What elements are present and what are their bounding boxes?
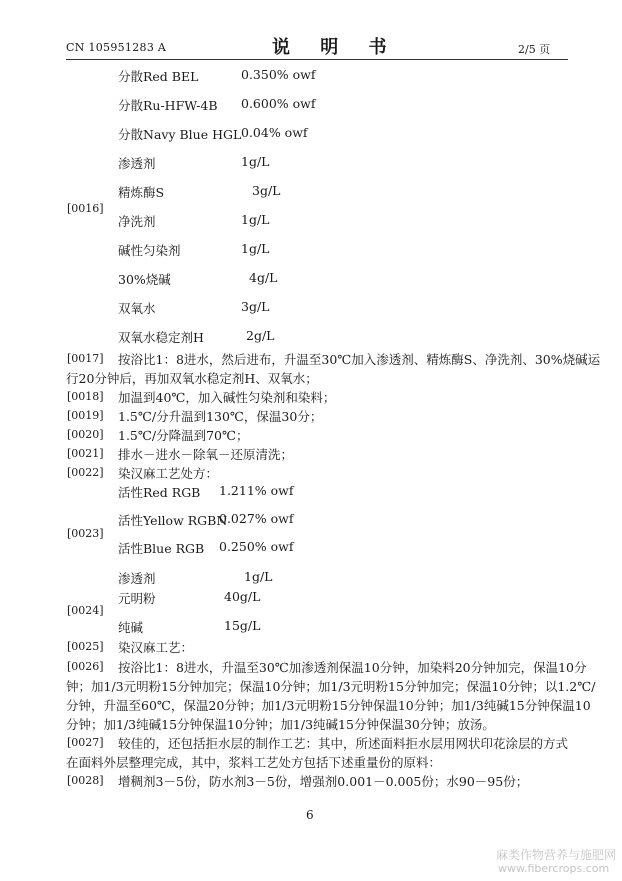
recipe2-item-name: 活性Yellow RGBN <box>118 513 228 528</box>
paragraph-text: 行20分钟后，再加双氧水稳定剂H、双氧水； <box>66 371 318 386</box>
page-indicator: 2/5 页 <box>518 43 551 56</box>
paragraph-number: [0023] <box>67 527 104 540</box>
recipe1-item-name: 30%烧碱 <box>118 272 171 287</box>
paragraph-number: [0017] <box>67 352 104 365</box>
recipe1-item-amount: 3g/L <box>241 299 270 314</box>
paragraph-text: 钟；加1/3元明粉15分钟加完；保温10分钟；加1/3元明粉15分钟加完；保温10分钟；以1.2℃/ <box>66 679 596 694</box>
watermark-text: 麻类作物营养与施肥网 <box>496 848 617 862</box>
recipe2-item-amount: 1.211% owf <box>219 483 294 498</box>
paragraph-text: 按浴比1：8进水，升温至30℃加渗透剂保温10分钟，加染料20分钟加完，保温10分 <box>118 660 587 675</box>
recipe2-item-amount: 40g/L <box>224 589 261 604</box>
paragraph-text: 增稠剂3－5份，防水剂3－5份，增强剂0.001－0.005份；水90－95份； <box>118 774 529 789</box>
recipe1-item-amount: 0.350% owf <box>241 67 316 82</box>
paragraph-number: [0021] <box>67 447 104 460</box>
recipe2-item-amount: 1g/L <box>244 569 273 584</box>
recipe1-item-amount: 1g/L <box>241 212 270 227</box>
paragraph-text: 排水－进水－除氧－还原清洗； <box>118 447 294 462</box>
paragraph-number: [0020] <box>67 428 104 441</box>
recipe1-item-name: 净洗剂 <box>118 214 156 229</box>
paragraph-number: [0022] <box>67 466 104 479</box>
paragraph-number: [0028] <box>67 774 104 787</box>
recipe1-item-amount: 4g/L <box>249 270 278 285</box>
paragraph-text: 较佳的，还包括拒水层的制作工艺：其中，所述面料拒水层用网状印花涂层的方式 <box>118 736 569 751</box>
paragraph-number: [0024] <box>67 604 104 617</box>
watermark-url: www.fibercrops.com <box>498 862 610 875</box>
document-title: 说 明 书 <box>272 37 399 58</box>
recipe2-item-name: 纯碱 <box>118 620 144 635</box>
paragraph-text: 1.5℃/分降温到70℃； <box>118 428 249 443</box>
recipe1-item-amount: 0.600% owf <box>241 96 316 111</box>
recipe2-item-name: 渗透剂 <box>118 571 156 586</box>
recipe1-item-name: 分散Red BEL <box>118 69 199 84</box>
paragraph-number: [0016] <box>67 202 104 215</box>
recipe1-item-amount: 0.04% owf <box>241 125 308 140</box>
paragraph-text: 染汉麻工艺： <box>118 640 194 655</box>
paragraph-text: 加温到40℃，加入碱性匀染剂和染料； <box>118 390 336 405</box>
paragraph-text: 按浴比1：8进水，然后进布，升温至30℃加入渗透剂、精炼酶S、净洗剂、30%烧碱运 <box>118 352 601 367</box>
paragraph-number: [0018] <box>67 390 104 403</box>
recipe1-item-name: 分散Ru-HFW-4B <box>118 98 218 113</box>
paragraph-number: [0019] <box>67 409 104 422</box>
paragraph-text: 分钟，升温至60℃，保温20分钟；加1/3元明粉15分钟保温10分钟；加1/3纯碱15分钟保温10 <box>66 698 591 713</box>
recipe2-item-amount: 15g/L <box>224 618 261 633</box>
recipe1-item-name: 双氧水稳定剂H <box>118 330 204 345</box>
recipe1-item-name: 精炼酶S <box>118 185 165 200</box>
paragraph-text: 分钟；加1/3纯碱15分钟保温10分钟；加1/3纯碱15分钟保温30分钟；放汤。 <box>66 717 495 732</box>
recipe2-item-amount: 0.250% owf <box>219 539 294 554</box>
page-number: 6 <box>306 808 314 822</box>
header-rule <box>66 59 568 60</box>
recipe2-item-name: 元明粉 <box>118 591 156 606</box>
recipe1-item-amount: 2g/L <box>246 328 275 343</box>
recipe1-item-amount: 1g/L <box>241 154 270 169</box>
recipe2-item-amount: 0.027% owf <box>219 511 294 526</box>
recipe1-item-amount: 3g/L <box>252 183 281 198</box>
recipe2-item-name: 活性Blue RGB <box>118 541 205 556</box>
paragraph-number: [0027] <box>67 736 104 749</box>
paragraph-text: 在面料外层整理完成，其中，浆料工艺处方包括下述重量份的原料： <box>66 755 442 770</box>
paragraph-text: 染汉麻工艺处方： <box>118 466 219 481</box>
paragraph-text: 1.5℃/分升温到130℃，保温30分； <box>118 409 323 424</box>
recipe2-item-name: 活性Red RGB <box>118 485 201 500</box>
recipe1-item-name: 分散Navy Blue HGL <box>118 127 242 142</box>
recipe1-item-name: 渗透剂 <box>118 156 156 171</box>
recipe1-item-name: 碱性匀染剂 <box>118 243 181 258</box>
paragraph-number: [0025] <box>67 640 104 653</box>
recipe1-item-name: 双氧水 <box>118 301 156 316</box>
patent-number: CN 105951283 A <box>66 41 167 54</box>
paragraph-number: [0026] <box>67 660 104 673</box>
recipe1-item-amount: 1g/L <box>241 241 270 256</box>
